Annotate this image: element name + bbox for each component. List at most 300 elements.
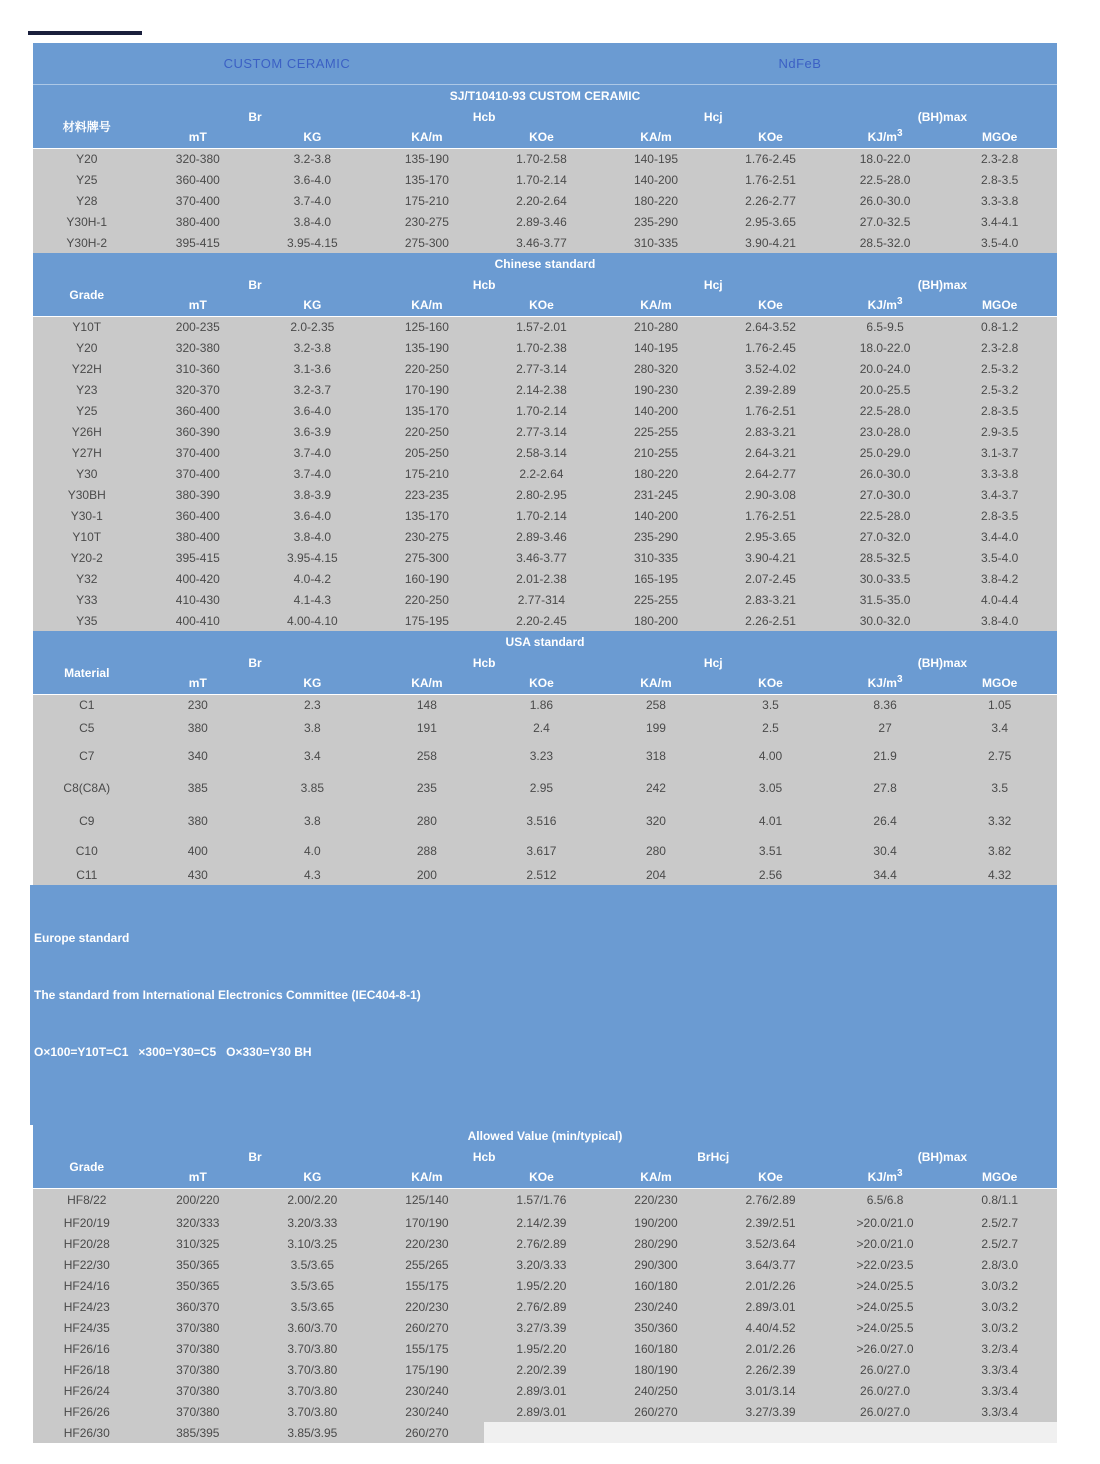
value-cell: 225-255 — [599, 589, 714, 610]
unit-header-kjm: $KJ/m^3$ — [828, 295, 943, 316]
value-cell: 2.77-3.14 — [484, 421, 599, 442]
value-cell: 28.5-32.5 — [828, 547, 943, 568]
value-cell: 140-200 — [599, 400, 714, 421]
europe-title: Europe standard — [34, 931, 130, 945]
row-label: Y30H-2 — [33, 232, 141, 253]
value-cell: 3.32 — [942, 804, 1057, 837]
unit-header-kam-1: KA/m — [370, 127, 485, 148]
first-col-header: Material — [33, 653, 141, 694]
group-header-hcb: Hcb — [370, 275, 599, 295]
value-cell: 2.89/3.01 — [713, 1296, 828, 1317]
value-cell: 310-335 — [599, 232, 714, 253]
value-cell: 2.8-3.5 — [942, 505, 1057, 526]
value-cell — [828, 1422, 943, 1443]
value-cell: 3.51 — [713, 837, 828, 864]
table-title: SJ/T10410-93 CUSTOM CERAMIC — [33, 85, 1057, 107]
value-cell: 26.0/27.0 — [828, 1401, 943, 1422]
row-label: Y22H — [33, 358, 141, 379]
table-row — [33, 1254, 1057, 1275]
value-cell: 3.8-4.0 — [255, 211, 370, 232]
value-cell: 175-210 — [370, 190, 485, 211]
chinese-table-header — [33, 253, 1057, 316]
value-cell: 4.1-4.3 — [255, 589, 370, 610]
unit-header-mgoe: MGOe — [942, 1167, 1057, 1188]
value-cell: 360-390 — [141, 421, 256, 442]
table-row — [33, 505, 1057, 526]
value-cell: 23.0-28.0 — [828, 421, 943, 442]
value-cell: 2.5/2.7 — [942, 1233, 1057, 1254]
table-row — [33, 1380, 1057, 1401]
group-header-hcj: Hcj — [599, 653, 828, 673]
value-cell — [942, 1422, 1057, 1443]
group-header-hcj: Hcj — [599, 275, 828, 295]
table-row — [33, 169, 1057, 190]
value-cell: 1.70-2.38 — [484, 337, 599, 358]
value-cell: 1.86 — [484, 694, 599, 715]
value-cell: 410-430 — [141, 589, 256, 610]
value-cell: 320-380 — [141, 148, 256, 169]
table-row — [33, 484, 1057, 505]
content — [33, 43, 1057, 1443]
value-cell — [713, 1422, 828, 1443]
value-cell: 180-220 — [599, 190, 714, 211]
row-label: Y27H — [33, 442, 141, 463]
value-cell: 3.2-3.8 — [255, 337, 370, 358]
value-cell: 2.9-3.5 — [942, 421, 1057, 442]
value-cell: 320-370 — [141, 379, 256, 400]
value-cell: 2.5 — [713, 715, 828, 740]
value-cell: 210-255 — [599, 442, 714, 463]
value-cell: >20.0/21.0 — [828, 1233, 943, 1254]
value-cell: 2.56 — [713, 864, 828, 885]
value-cell: 148 — [370, 694, 485, 715]
unit-header-mt: mT — [141, 673, 256, 694]
value-cell: 230-275 — [370, 211, 485, 232]
table-row — [33, 1338, 1057, 1359]
unit-header-kam-2: KA/m — [599, 295, 714, 316]
value-cell: 2.89-3.46 — [484, 526, 599, 547]
value-cell: 370/380 — [141, 1401, 256, 1422]
unit-header-kam-1: KA/m — [370, 295, 485, 316]
value-cell: 395-415 — [141, 547, 256, 568]
value-cell: 4.00 — [713, 740, 828, 771]
table-row — [33, 211, 1057, 232]
value-cell: 230/240 — [370, 1380, 485, 1401]
value-cell: 2.77-3.14 — [484, 358, 599, 379]
value-cell: 190/200 — [599, 1212, 714, 1233]
value-cell: 3.6-4.0 — [255, 400, 370, 421]
value-cell: 395-415 — [141, 232, 256, 253]
table-title: USA standard — [33, 631, 1057, 653]
value-cell: 1.70-2.14 — [484, 169, 599, 190]
value-cell: 2.58-3.14 — [484, 442, 599, 463]
value-cell: 135-190 — [370, 337, 485, 358]
value-cell: 3.5 — [713, 694, 828, 715]
row-label: Y35 — [33, 610, 141, 631]
row-label: Y20-2 — [33, 547, 141, 568]
value-cell: 350/365 — [141, 1275, 256, 1296]
value-cell: 1.76-2.51 — [713, 400, 828, 421]
value-cell: 255/265 — [370, 1254, 485, 1275]
value-cell: 310-360 — [141, 358, 256, 379]
row-label: Y30H-1 — [33, 211, 141, 232]
value-cell: 18.0-22.0 — [828, 148, 943, 169]
value-cell: 3.6-3.9 — [255, 421, 370, 442]
value-cell: 3.64/3.77 — [713, 1254, 828, 1275]
table-row — [33, 442, 1057, 463]
row-label: Y10T — [33, 316, 141, 337]
value-cell: 27.0-32.0 — [828, 526, 943, 547]
value-cell: 135-190 — [370, 148, 485, 169]
value-cell: 3.4 — [942, 715, 1057, 740]
value-cell: 220/230 — [599, 1188, 714, 1212]
value-cell: 3.0/3.2 — [942, 1296, 1057, 1317]
row-label: Y20 — [33, 148, 141, 169]
value-cell: 360/370 — [141, 1296, 256, 1317]
row-label: HF24/35 — [33, 1317, 141, 1338]
value-cell: 1.76-2.45 — [713, 148, 828, 169]
value-cell: 30.0-33.5 — [828, 568, 943, 589]
value-cell: 3.05 — [713, 771, 828, 804]
value-cell: 4.01 — [713, 804, 828, 837]
unit-header-kjm: $KJ/m^3$ — [828, 1167, 943, 1188]
value-cell: 3.3-3.8 — [942, 190, 1057, 211]
value-cell: 175-195 — [370, 610, 485, 631]
unit-header-kg: KG — [255, 127, 370, 148]
value-cell: >22.0/23.5 — [828, 1254, 943, 1275]
unit-header-koe-2: KOe — [713, 673, 828, 694]
value-cell: 180-220 — [599, 463, 714, 484]
value-cell: 3.5 — [942, 771, 1057, 804]
value-cell: 30.4 — [828, 837, 943, 864]
value-cell: 2.14/2.39 — [484, 1212, 599, 1233]
value-cell: 175-210 — [370, 463, 485, 484]
value-cell: 200 — [370, 864, 485, 885]
table-row — [33, 421, 1057, 442]
unit-header-koe-1: KOe — [484, 673, 599, 694]
value-cell: 280-320 — [599, 358, 714, 379]
table-row — [33, 1188, 1057, 1212]
value-cell: 288 — [370, 837, 485, 864]
unit-header-mgoe: MGOe — [942, 673, 1057, 694]
value-cell: 2.64-2.77 — [713, 463, 828, 484]
value-cell: 350/365 — [141, 1254, 256, 1275]
row-label: Y32 — [33, 568, 141, 589]
value-cell: 2.83-3.21 — [713, 421, 828, 442]
value-cell: 385 — [141, 771, 256, 804]
value-cell: 280 — [599, 837, 714, 864]
table-row — [33, 316, 1057, 337]
value-cell: 2.3-2.8 — [942, 337, 1057, 358]
value-cell: 4.0-4.4 — [942, 589, 1057, 610]
value-cell: 2.14-2.38 — [484, 379, 599, 400]
value-cell: 2.8-3.5 — [942, 169, 1057, 190]
value-cell: 2.90-3.08 — [713, 484, 828, 505]
value-cell: 231-245 — [599, 484, 714, 505]
table-row — [33, 1296, 1057, 1317]
group-header-brhcj: BrHcj — [599, 1147, 828, 1167]
value-cell: 2.64-3.52 — [713, 316, 828, 337]
value-cell: 380-390 — [141, 484, 256, 505]
value-cell: 3.8-4.2 — [942, 568, 1057, 589]
value-cell: 2.4 — [484, 715, 599, 740]
value-cell: 3.8 — [255, 804, 370, 837]
value-cell: 2.95 — [484, 771, 599, 804]
value-cell: 3.1-3.7 — [942, 442, 1057, 463]
row-label: C8(C8A) — [33, 771, 141, 804]
value-cell: 3.3/3.4 — [942, 1380, 1057, 1401]
value-cell: 3.10/3.25 — [255, 1233, 370, 1254]
value-cell: 3.2-3.8 — [255, 148, 370, 169]
group-header-bhmax: (BH)max — [828, 1147, 1057, 1167]
value-cell: 3.617 — [484, 837, 599, 864]
value-cell: 21.9 — [828, 740, 943, 771]
value-cell: 280 — [370, 804, 485, 837]
value-cell: 125/140 — [370, 1188, 485, 1212]
value-cell: >24.0/25.5 — [828, 1296, 943, 1317]
value-cell: 235-290 — [599, 526, 714, 547]
unit-header-kjm: $KJ/m^3$ — [828, 673, 943, 694]
row-label: HF22/30 — [33, 1254, 141, 1275]
group-header-bhmax: (BH)max — [828, 107, 1057, 127]
unit-header-koe-1: KOe — [484, 1167, 599, 1188]
value-cell: 2.77-314 — [484, 589, 599, 610]
value-cell: 3.5/3.65 — [255, 1275, 370, 1296]
value-cell: 3.5-4.0 — [942, 232, 1057, 253]
value-cell: 6.5-9.5 — [828, 316, 943, 337]
unit-header-koe-1: KOe — [484, 295, 599, 316]
value-cell: 3.5-4.0 — [942, 547, 1057, 568]
value-cell: 180-200 — [599, 610, 714, 631]
value-cell: 360-400 — [141, 169, 256, 190]
value-cell: 310/325 — [141, 1233, 256, 1254]
group-header-bhmax: (BH)max — [828, 653, 1057, 673]
value-cell: 3.4-4.1 — [942, 211, 1057, 232]
value-cell: 1.76-2.51 — [713, 505, 828, 526]
unit-header-kam-1: KA/m — [370, 1167, 485, 1188]
value-cell: 2.20/2.39 — [484, 1359, 599, 1380]
value-cell: 2.26/2.39 — [713, 1359, 828, 1380]
row-label: HF8/22 — [33, 1188, 141, 1212]
value-cell: 370/380 — [141, 1380, 256, 1401]
table-row — [33, 190, 1057, 211]
allowed-value-table-header — [33, 1125, 1057, 1188]
value-cell: 2.07-2.45 — [713, 568, 828, 589]
value-cell: 22.5-28.0 — [828, 505, 943, 526]
value-cell: 2.8-3.5 — [942, 400, 1057, 421]
unit-header-koe-1: KOe — [484, 127, 599, 148]
table-row — [33, 1233, 1057, 1254]
value-cell: 135-170 — [370, 400, 485, 421]
value-cell: 3.5/3.65 — [255, 1254, 370, 1275]
value-cell: 200-235 — [141, 316, 256, 337]
value-cell: 3.85/3.95 — [255, 1422, 370, 1443]
europe-standard-block — [30, 885, 1057, 1125]
table-row — [33, 526, 1057, 547]
row-label: C5 — [33, 715, 141, 740]
group-header-br: Br — [141, 107, 370, 127]
value-cell: 2.89/3.01 — [484, 1380, 599, 1401]
value-cell: 3.4-4.0 — [942, 526, 1057, 547]
value-cell: 3.70/3.80 — [255, 1359, 370, 1380]
unit-header-mt: mT — [141, 295, 256, 316]
value-cell: 8.36 — [828, 694, 943, 715]
value-cell: 26.0/27.0 — [828, 1359, 943, 1380]
unit-header-kg: KG — [255, 295, 370, 316]
value-cell: 160/180 — [599, 1275, 714, 1296]
value-cell: 1.76-2.51 — [713, 169, 828, 190]
value-cell: 370/380 — [141, 1359, 256, 1380]
value-cell: 26.0-30.0 — [828, 190, 943, 211]
value-cell: 320 — [599, 804, 714, 837]
value-cell: 3.5/3.65 — [255, 1296, 370, 1317]
value-cell: 26.4 — [828, 804, 943, 837]
value-cell: 2.3-2.8 — [942, 148, 1057, 169]
value-cell: 4.3 — [255, 864, 370, 885]
value-cell: 2.20-2.64 — [484, 190, 599, 211]
value-cell: 2.5-3.2 — [942, 379, 1057, 400]
row-label: Y30-1 — [33, 505, 141, 526]
value-cell: 230 — [141, 694, 256, 715]
value-cell — [599, 1422, 714, 1443]
value-cell: >20.0/21.0 — [828, 1212, 943, 1233]
row-label: Y25 — [33, 169, 141, 190]
value-cell: 6.5/6.8 — [828, 1188, 943, 1212]
value-cell: 205-250 — [370, 442, 485, 463]
value-cell: 1.76-2.45 — [713, 337, 828, 358]
row-label: HF24/23 — [33, 1296, 141, 1317]
value-cell: 170-190 — [370, 379, 485, 400]
value-cell: 260/270 — [370, 1422, 485, 1443]
value-cell: 220-250 — [370, 421, 485, 442]
value-cell: 320/333 — [141, 1212, 256, 1233]
value-cell: 2.75 — [942, 740, 1057, 771]
unit-header-kjm: $KJ/m^3$ — [828, 127, 943, 148]
value-cell: 2.95-3.65 — [713, 211, 828, 232]
value-cell: 360-400 — [141, 505, 256, 526]
value-cell: 223-235 — [370, 484, 485, 505]
value-cell: 385/395 — [141, 1422, 256, 1443]
value-cell: 160-190 — [370, 568, 485, 589]
value-cell: 2.39-2.89 — [713, 379, 828, 400]
value-cell: 27.0-30.0 — [828, 484, 943, 505]
unit-header-koe-2: KOe — [713, 295, 828, 316]
table-row — [33, 568, 1057, 589]
ndfeb-link[interactable]: NdFeB — [778, 56, 822, 71]
group-header-hcj: Hcj — [599, 107, 828, 127]
top-nav-band — [33, 43, 1057, 85]
value-cell: 4.32 — [942, 864, 1057, 885]
value-cell: 22.5-28.0 — [828, 400, 943, 421]
table-row — [33, 1317, 1057, 1338]
value-cell: 400-410 — [141, 610, 256, 631]
value-cell: 27 — [828, 715, 943, 740]
value-cell: 165-195 — [599, 568, 714, 589]
value-cell: 20.0-24.0 — [828, 358, 943, 379]
value-cell: 2.89-3.46 — [484, 211, 599, 232]
value-cell: 2.00/2.20 — [255, 1188, 370, 1212]
table-row — [33, 589, 1057, 610]
value-cell: 2.83-3.21 — [713, 589, 828, 610]
value-cell: 360-400 — [141, 400, 256, 421]
value-cell: 3.8-3.9 — [255, 484, 370, 505]
value-cell: 230/240 — [370, 1401, 485, 1422]
row-label: C9 — [33, 804, 141, 837]
value-cell: 160/180 — [599, 1338, 714, 1359]
table-row — [33, 400, 1057, 421]
value-cell: 2.39/2.51 — [713, 1212, 828, 1233]
value-cell: 2.512 — [484, 864, 599, 885]
row-label: C10 — [33, 837, 141, 864]
value-cell: 3.2-3.7 — [255, 379, 370, 400]
value-cell: 135-170 — [370, 169, 485, 190]
value-cell: 3.01/3.14 — [713, 1380, 828, 1401]
value-cell: 3.46-3.77 — [484, 232, 599, 253]
usa-standard-table — [33, 631, 1057, 885]
value-cell: 28.5-32.0 — [828, 232, 943, 253]
value-cell: 2.3 — [255, 694, 370, 715]
value-cell: 3.95-4.15 — [255, 547, 370, 568]
table-row — [33, 740, 1057, 771]
value-cell: 380 — [141, 715, 256, 740]
first-col-header: Grade — [33, 1147, 141, 1188]
value-cell: 204 — [599, 864, 714, 885]
value-cell: 3.27/3.39 — [713, 1401, 828, 1422]
row-label: C7 — [33, 740, 141, 771]
value-cell: 350/360 — [599, 1317, 714, 1338]
table-row — [33, 1275, 1057, 1296]
row-label: HF20/28 — [33, 1233, 141, 1254]
value-cell: 3.4-3.7 — [942, 484, 1057, 505]
value-cell — [484, 1422, 599, 1443]
value-cell: 340 — [141, 740, 256, 771]
value-cell: 30.0-32.0 — [828, 610, 943, 631]
table-row — [33, 1401, 1057, 1422]
value-cell: 199 — [599, 715, 714, 740]
value-cell: 3.8 — [255, 715, 370, 740]
value-cell: 135-170 — [370, 505, 485, 526]
row-label: HF26/30 — [33, 1422, 141, 1443]
value-cell: 1.57-2.01 — [484, 316, 599, 337]
custom-ceramic-link[interactable]: CUSTOM CERAMIC — [223, 56, 351, 71]
value-cell: 3.52/3.64 — [713, 1233, 828, 1254]
value-cell: 3.46-3.77 — [484, 547, 599, 568]
value-cell: 3.7-4.0 — [255, 442, 370, 463]
group-header-hcb: Hcb — [370, 653, 599, 673]
value-cell: 1.57/1.76 — [484, 1188, 599, 1212]
value-cell: 3.82 — [942, 837, 1057, 864]
top-left-line — [28, 31, 142, 35]
value-cell: 0.8-1.2 — [942, 316, 1057, 337]
value-cell: 2.01-2.38 — [484, 568, 599, 589]
value-cell: 3.23 — [484, 740, 599, 771]
value-cell: 2.95-3.65 — [713, 526, 828, 547]
value-cell: 380 — [141, 804, 256, 837]
value-cell: 3.2/3.4 — [942, 1338, 1057, 1359]
value-cell: 370/380 — [141, 1338, 256, 1359]
unit-header-mt: mT — [141, 127, 256, 148]
value-cell: 0.8/1.1 — [942, 1188, 1057, 1212]
value-cell: 180/190 — [599, 1359, 714, 1380]
value-cell: 175/190 — [370, 1359, 485, 1380]
unit-header-kam-1: KA/m — [370, 673, 485, 694]
value-cell: 1.70-2.14 — [484, 505, 599, 526]
value-cell: 3.85 — [255, 771, 370, 804]
value-cell: 430 — [141, 864, 256, 885]
value-cell: 2.76/2.89 — [713, 1188, 828, 1212]
value-cell: 258 — [599, 694, 714, 715]
value-cell: 3.70/3.80 — [255, 1380, 370, 1401]
